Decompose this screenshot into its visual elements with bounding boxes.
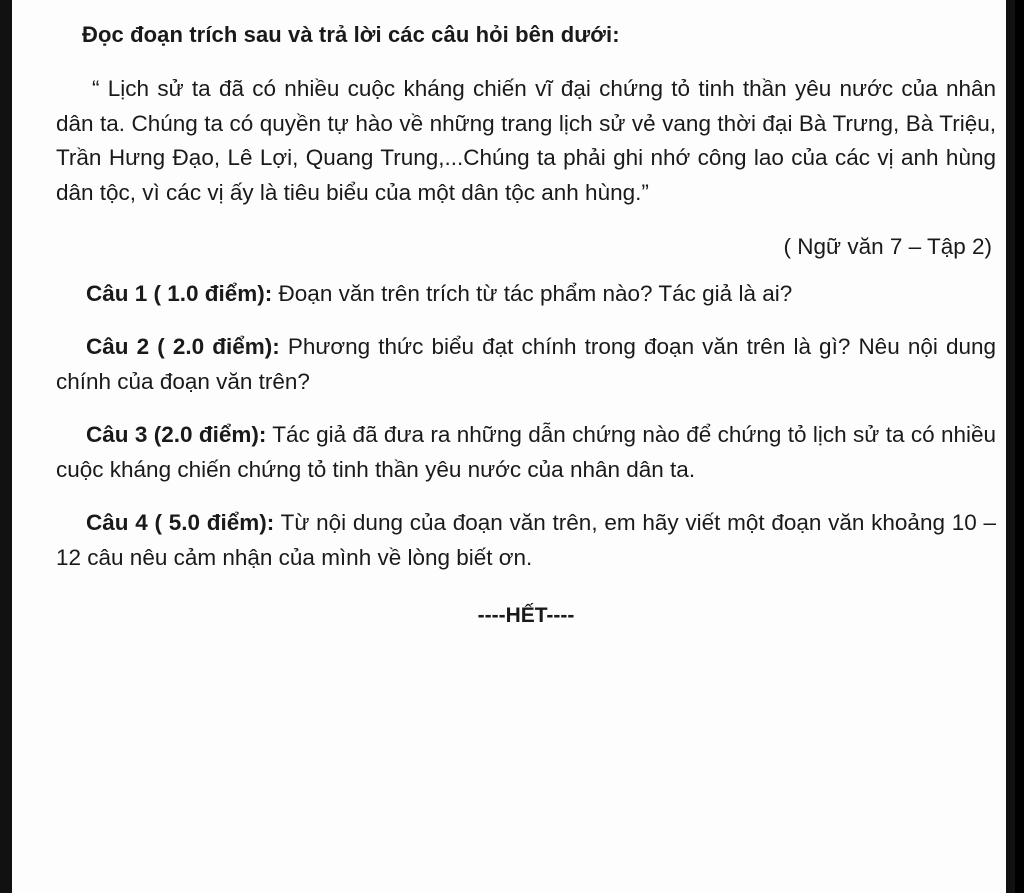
question-3 xyxy=(56,417,996,487)
left-dark-edge xyxy=(0,0,12,893)
question-1 xyxy=(56,276,996,311)
question-2-label: Câu 2 ( 2.0 điểm): xyxy=(86,334,280,359)
question-3-label: Câu 3 (2.0 điểm): xyxy=(86,422,267,447)
question-1-text: Đoạn văn trên trích từ tác phẩm nào? Tác giả là ai? xyxy=(272,281,793,306)
right-dark-edge xyxy=(1006,0,1015,893)
quoted-passage: “ Lịch sử ta đã có nhiều cuộc kháng chiến vĩ đại chứng tỏ tinh thần yêu nước của nhân dân ta. Chúng ta có quyền tự hào về những trang lịch sử vẻ vang thời đại Bà Trưng, Bà Triệu, Trần Hưng Đạo, Lê Lợi, Quang Trung,...Chúng ta phải ghi nhớ công lao của các vị anh hùng dân tộc, vì các vị ấy là tiêu biểu của một dân tộc anh hùng.” xyxy=(56,76,996,205)
question-1-label: Câu 1 ( 1.0 điểm): xyxy=(86,281,273,306)
document-page xyxy=(12,0,1015,893)
question-3-text: Tác giả đã đưa ra những dẫn chứng nào để chứng tỏ lịch sử ta có nhiều cuộc kháng chiến chứng tỏ tinh thần yêu nước của nhân dân ta. xyxy=(56,422,996,482)
document-content xyxy=(56,18,996,633)
instruction-heading: Đọc đoạn trích sau và trả lời các câu hỏi bên dưới: xyxy=(82,22,620,47)
question-4-text: Từ nội dung của đoạn văn trên, em hãy viết một đoạn văn khoảng 10 – 12 câu nêu cảm nhận của mình về lòng biết ơn. xyxy=(56,510,996,570)
question-4 xyxy=(56,505,996,575)
question-2-text: Phương thức biểu đạt chính trong đoạn văn trên là gì? Nêu nội dung chính của đoạn văn trên? xyxy=(56,334,997,394)
question-4-label: Câu 4 ( 5.0 điểm): xyxy=(86,510,275,535)
end-mark: ----HẾT---- xyxy=(477,604,575,627)
source-citation: ( Ngữ văn 7 – Tập 2) xyxy=(783,234,992,259)
question-2 xyxy=(56,329,996,399)
